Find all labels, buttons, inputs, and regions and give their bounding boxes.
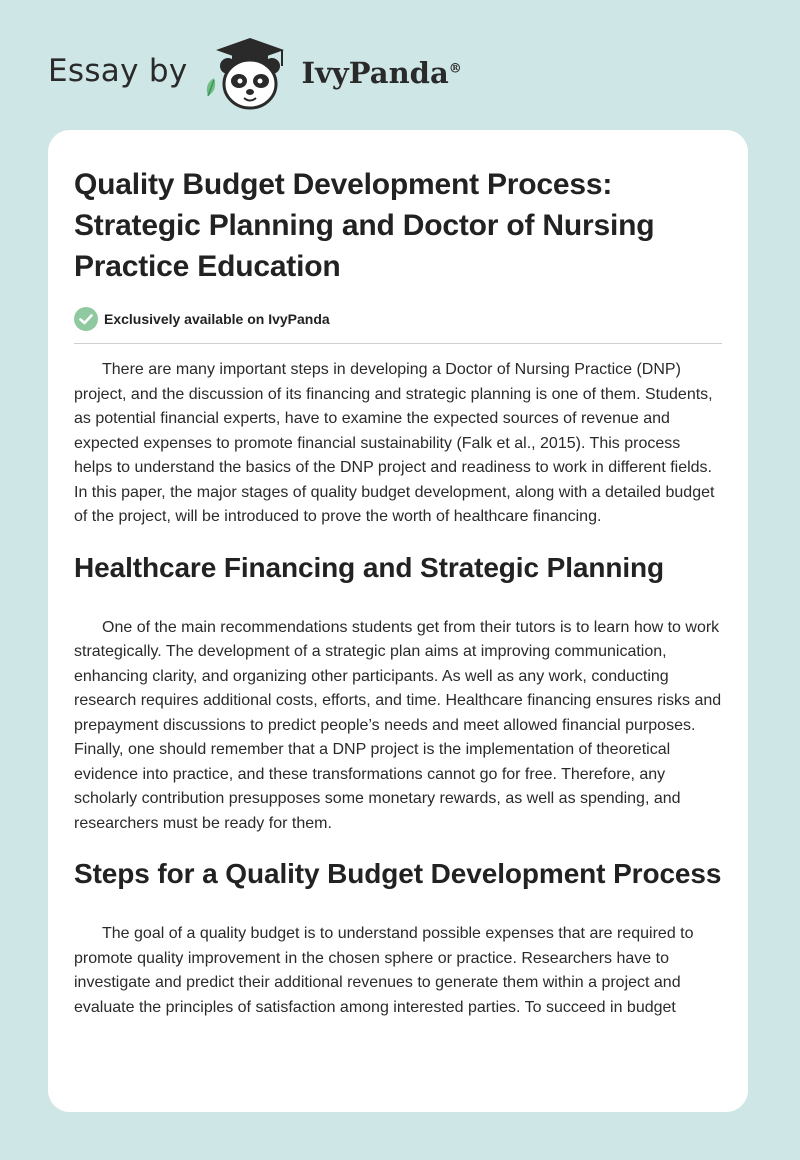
section-paragraph-budget-steps: The goal of a quality budget is to understand possible expenses that are required to promote quality improvement in the chosen sphere or practice. Researchers have to investigate and predict their additional revenues to generate them within a project and evaluate the principles of satisfaction among interested parties. To succeed in budget [74,925,694,1016]
essay-card [48,130,748,1112]
card-bottom-fade [48,1082,748,1112]
essay-title: Quality Budget Development Process: Strategic Planning and Doctor of Nursing Practice Education [74,168,655,283]
brand-prefix: Essay by [48,53,188,89]
intro-paragraph: There are many important steps in developing a Doctor of Nursing Practice (DNP) project, and the discussion of its financing and strategic planning is one of them. Students, as potential financial experts, have to examine the expected sources of revenue and expected expenses to promote financial sustainability (Falk et al., 2015). This process helps to understand the basics of the DNP project and readiness to work in different fields. In this paper, the major stages of quality budget development, along with a detailed budget of the project, will be introduced to prove the worth of healthcare financing. [74,361,715,525]
section-heading-budget-steps: Steps for a Quality Budget Development Process [74,858,722,889]
section-paragraph-healthcare-financing: One of the main recommendations students get from their tutors is to learn how to work strategically. The development of a strategic plan aims at improving communication, enhancing clarity, and organizing other participants. As well as any work, conducting research requires additional costs, efforts, and time. Healthcare financing ensures risks and prepayment discussions to predict people’s needs and meet allowed financial purposes. Finally, one should remember that a DNP project is the implementation of theoretical evidence into practice, and these transformations cannot go for free. Therefore, any scholarly contribution presupposes some monetary rewards, as well as spending, and researchers must be ready for them. [74,618,722,832]
panda-graduate-icon [202,36,294,112]
exclusive-badge [74,307,722,331]
site-header-brand[interactable] [48,34,462,114]
check-circle-icon [74,307,98,331]
divider [74,343,722,344]
brand-name: IvyPanda® [301,56,462,90]
exclusive-label: Exclusively available on IvyPanda [104,311,330,327]
section-heading-healthcare-financing: Healthcare Financing and Strategic Planning [74,551,665,583]
